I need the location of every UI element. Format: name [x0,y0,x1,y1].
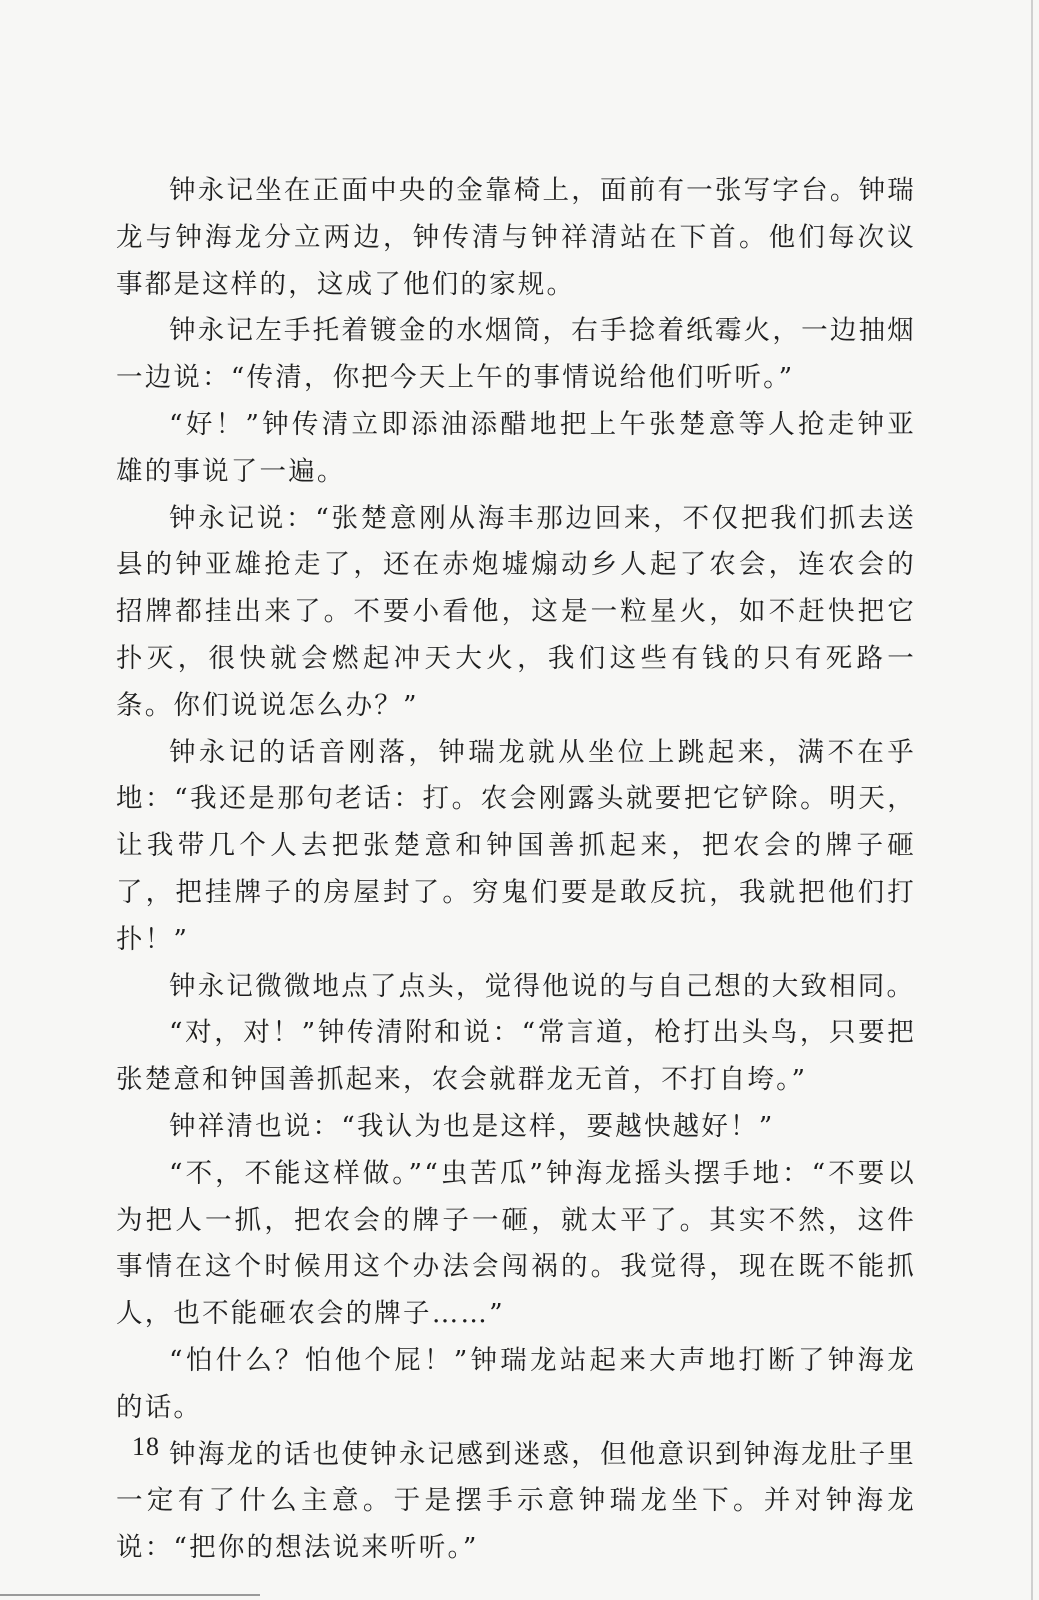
paragraph-11: 钟海龙的话也使钟永记感到迷惑，但他意识到钟海龙肚子里一定有了什么主意。于是摆手示意钟瑞龙坐下。并对钟海龙说：“把你的想法说来听听。” [116,1438,916,1564]
paragraph-8: 钟祥清也说：“我认为也是这样，要越快越好！” [169,1110,775,1142]
page-number: 18 [132,1432,160,1461]
paragraph-5: 钟永记的话音刚落，钟瑞龙就从坐位上跳起来，满不在乎地：“我还是那句老话：打。农会刚露头就要把它铲除。明天，让我带几个人去把张楚意和钟国善抓起来，把农会的牌子砸了，把挂牌子的房屋封了。穷鬼们要是敢反抗，我就把他们打扑！” [116,736,916,955]
paragraph-6: 钟永记微微地点了点头，觉得他说的与自己想的大致相同。 [169,970,916,1002]
page-edge-shadow [1031,0,1033,1600]
paragraph-9: “不，不能这样做。”“虫苦瓜”钟海龙摇头摆手地：“不要以为把人一抓，把农会的牌子一砸，就太平了。其实不然，这件事情在这个时候用这个办法会闯祸的。我觉得，现在既不能抓人，也不能砸农会的牌子……” [116,1157,916,1330]
paragraph-2: 钟永记左手托着镀金的水烟筒，右手捻着纸霉火，一边抽烟一边说：“传清，你把今天上午的事情说给他们听听。” [116,315,916,394]
paragraph-1: 钟永记坐在正面中央的金靠椅上，面前有一张写字台。钟瑞龙与钟海龙分立两边，钟传清与钟祥清站在下首。他们每次议事都是这样的，这成了他们的家规。 [116,175,916,300]
paragraph-10: “怕什么？怕他个屁！”钟瑞龙站起来大声地打断了钟海龙的话。 [116,1344,916,1423]
body-text [116,168,916,1572]
paragraph-7: “对，对！”钟传清附和说：“常言道，枪打出头鸟，只要把张楚意和钟国善抓起来，农会就群龙无首，不打自垮。” [116,1017,916,1096]
paragraph-4: 钟永记说：“张楚意刚从海丰那边回来，不仅把我们抓去送县的钟亚雄抢走了，还在赤炮墟煽动乡人起了农会，连农会的招牌都挂出来了。不要小看他，这是一粒星火，如不赶快把它扑灭，很快就会燃起冲天大火，我们这些有钱的只有死路一条。你们说说怎么办？” [116,502,916,721]
paragraph-3: “好！”钟传清立即添油添醋地把上午张楚意等人抢走钟亚雄的事说了一遍。 [116,408,916,487]
scan-edge-line [0,1594,260,1596]
